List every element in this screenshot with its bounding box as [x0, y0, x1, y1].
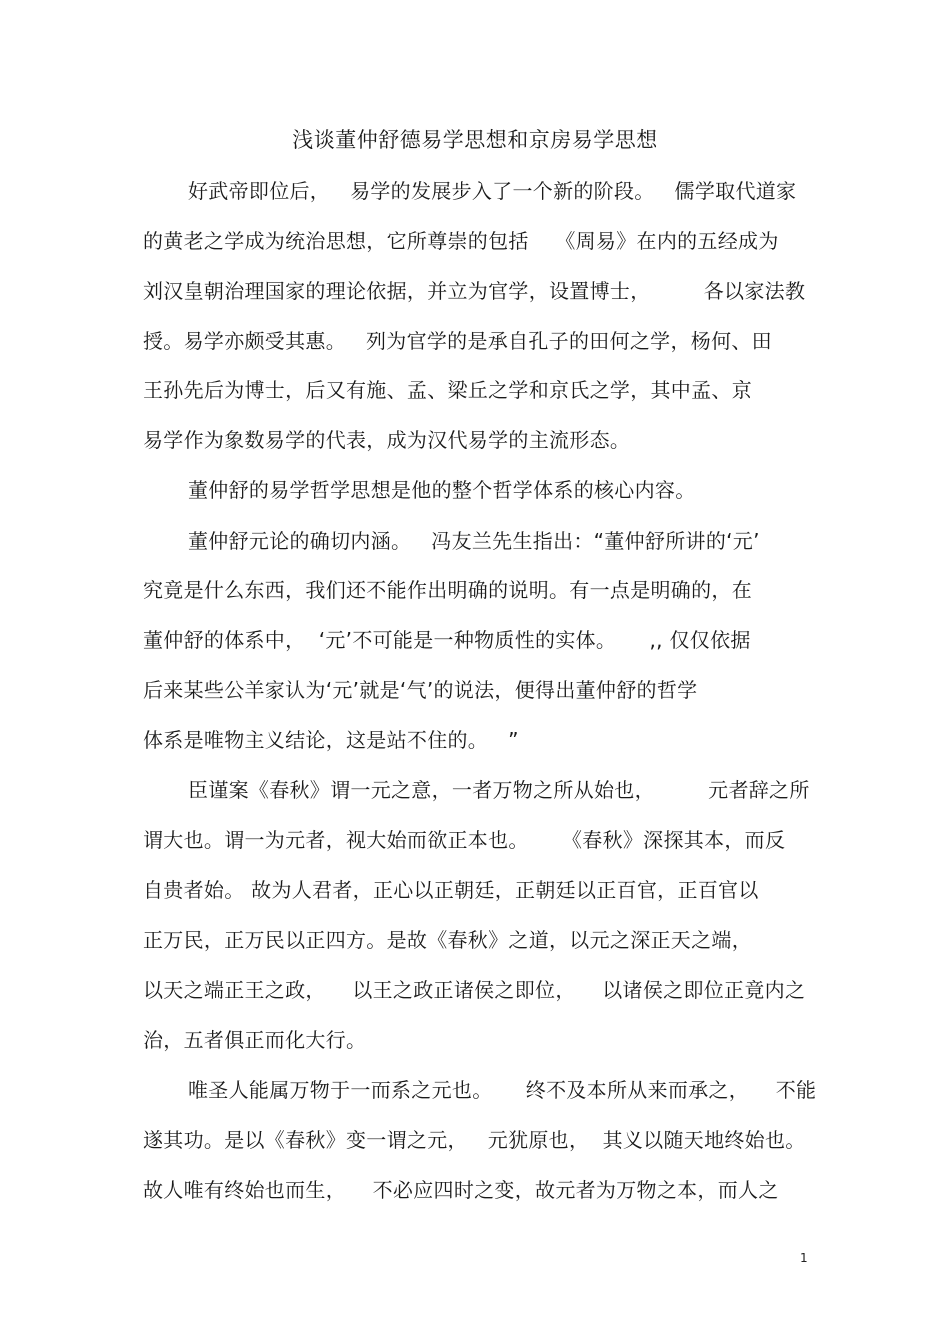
- text-line-6: 易学作为象数易学的代表，成为汉代易学的主流形态。: [143, 428, 631, 452]
- text-line-19: 唯圣人能属万物于一而系之元也。 终不及本所从来而承之， 不能: [188, 1078, 817, 1102]
- text-line-5: 王孙先后为博士，后又有施、孟、梁丘之学和京氏之学，其中孟、京: [143, 378, 752, 402]
- text-line-7: 董仲舒的易学哲学思想是他的整个哲学体系的核心内容。: [188, 478, 696, 502]
- text-line-20: 遂其功。是以《春秋》变一谓之元， 元犹原也， 其义以随天地终始也。: [143, 1128, 806, 1152]
- text-line-12: 体系是唯物主义结论，这是站不住的。 ”: [143, 728, 519, 752]
- text-line-4: 授。易学亦颇受其惠。 列为官学的是承自孔子的田何之学，杨何、田: [143, 329, 772, 353]
- text-line-16: 正万民，正万民以正四方。是故《春秋》之道，以元之深正天之端，: [143, 928, 752, 952]
- text-line-15: 自贵者始。 故为人君者，正心以正朝廷，正朝廷以正百官，正百官以: [143, 878, 759, 902]
- text-line-2: 的黄老之学成为统治思想，它所尊崇的包括 《周易》在内的五经成为: [143, 229, 779, 253]
- text-line-13: 臣谨案《春秋》谓一元之意，一者万物之所从始也， 元者辞之所: [188, 778, 810, 802]
- text-line-10: 董仲舒的体系中， ‘元’不可能是一种物质性的实体。 ,, 仅仅依据: [143, 628, 751, 652]
- text-line-18: 治，五者俱正而化大行。: [143, 1028, 367, 1052]
- document-title: 浅谈董仲舒德易学思想和京房易学思想: [292, 128, 658, 152]
- text-line-9: 究竟是什么东西，我们还不能作出明确的说明。有一点是明确的，在: [143, 578, 752, 602]
- text-line-11: 后来某些公羊家认为‘元’就是‘气’的说法，便得出董仲舒的哲学: [143, 678, 698, 702]
- page-number: 1: [800, 1251, 808, 1265]
- text-line-1: 好武帝即位后， 易学的发展步入了一个新的阶段。 儒学取代道家: [188, 179, 797, 203]
- text-line-17: 以天之端正王之政， 以王之政正诸侯之即位， 以诸侯之即位正竟内之: [143, 978, 806, 1002]
- text-line-14: 谓大也。谓一为元者，视大始而欲正本也。 《春秋》深探其本，而反: [143, 828, 786, 852]
- text-line-8: 董仲舒元论的确切内涵。 冯友兰先生指出：“董仲舒所讲的‘元’: [188, 529, 760, 553]
- text-line-21: 故人唯有终始也而生， 不必应四时之变，故元者为万物之本，而人之: [143, 1178, 779, 1202]
- text-line-3: 刘汉皇朝治理国家的理论依据，并立为官学，设置博士， 各以家法教: [143, 279, 806, 303]
